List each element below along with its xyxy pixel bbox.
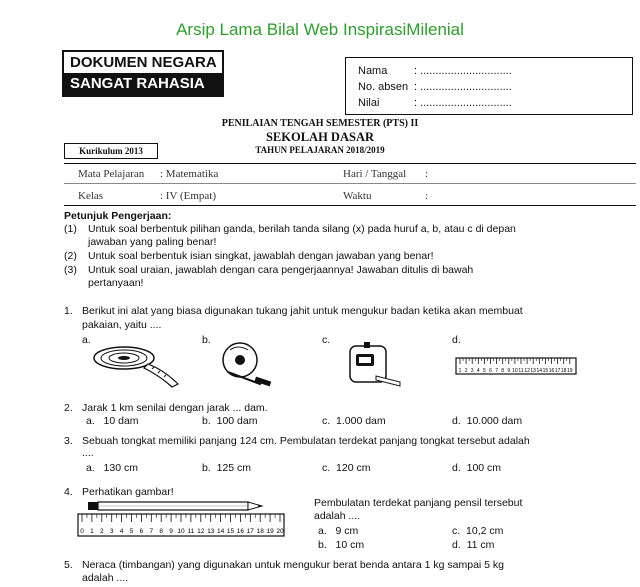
- ruler-label: 8: [159, 528, 164, 535]
- student-identity-box: [345, 57, 633, 115]
- pencil-icon: [88, 502, 262, 510]
- nilai-row: [358, 96, 512, 110]
- waktu-value: :: [425, 190, 429, 202]
- ruler-label: 11: [187, 528, 195, 535]
- q4-option-c[interactable]: c. 10,2 cm: [452, 525, 504, 537]
- hari-label: Hari / Tanggal: [343, 168, 407, 180]
- nilai-field[interactable]: : ..............................: [414, 97, 512, 109]
- q1-text-line1: Berikut ini alat yang biasa digunakan tukang jahit untuk mengukur badan ketika akan membuat: [82, 305, 523, 317]
- ruler-label: 2: [99, 528, 104, 535]
- q3-text-line2: ....: [82, 447, 94, 459]
- ruler-label: 10: [512, 368, 518, 374]
- ruler-label: 7: [495, 368, 498, 374]
- q4-description-line2: adalah ....: [314, 510, 361, 522]
- q3-number: 3.: [64, 435, 73, 447]
- nilai-label: Nilai: [358, 97, 380, 109]
- instruction-1-line2: jawaban yang paling benar!: [88, 236, 217, 248]
- ruler-label: 11: [518, 368, 524, 374]
- instruction-2-num: (2): [64, 250, 77, 262]
- q2-number: 2.: [64, 402, 73, 414]
- ruler-label: 15: [542, 368, 549, 374]
- q1-option-d[interactable]: d.: [452, 334, 461, 346]
- q3-option-b[interactable]: b. 125 cm: [202, 462, 252, 474]
- ruler-label: 13: [207, 528, 215, 535]
- ruler-label: 14: [536, 368, 543, 374]
- school-level: SEKOLAH DASAR: [265, 130, 374, 144]
- info-bottom-divider: [64, 205, 636, 206]
- info-top-divider: [64, 163, 636, 164]
- doc-box-line1: DOKUMEN NEGARA: [64, 52, 222, 73]
- instruction-3-line2: pertanyaan!: [88, 277, 144, 289]
- q4-option-a[interactable]: a. 9 cm: [318, 525, 359, 537]
- ruler-label: 8: [501, 368, 505, 374]
- q4-description-line1: Pembulatan terdekat panjang pensil tersebut: [314, 497, 523, 509]
- absen-row: [358, 80, 512, 94]
- waktu-label: Waktu: [343, 190, 372, 202]
- instruction-3-num: (3): [64, 264, 77, 276]
- ruler-label: 17: [246, 528, 254, 535]
- ruler-label: 7: [149, 528, 154, 535]
- q3-option-a[interactable]: a. 130 cm: [86, 462, 138, 474]
- q2-text: Jarak 1 km senilai dengan jarak ... dam.: [82, 402, 268, 414]
- ruler-label: 5: [483, 368, 486, 374]
- absen-label: No. absen: [358, 81, 409, 93]
- ruler-label: 18: [560, 368, 567, 374]
- instruction-3-line1: Untuk soal uraian, jawablah dengan cara pengerjaannya! Jawaban ditulis di bawah: [88, 264, 474, 276]
- mapel-label: Mata Pelajaran: [78, 168, 145, 180]
- q5-text-line2: adalah ....: [82, 572, 129, 584]
- ruler-label: 6: [139, 528, 144, 535]
- q1-option-a[interactable]: a.: [82, 334, 91, 346]
- exam-title: PENILAIAN TENGAH SEMESTER (PTS) II: [221, 118, 419, 129]
- q4-number: 4.: [64, 486, 73, 498]
- ruler-label: 12: [524, 368, 530, 374]
- ruler-label: 20: [276, 528, 284, 535]
- ruler-label: 13: [530, 368, 536, 374]
- ruler-label: 12: [197, 528, 205, 535]
- ruler-label: 19: [266, 528, 274, 535]
- ruler-label: 3: [109, 528, 114, 535]
- ruler-label: 9: [507, 368, 511, 374]
- ruler-label: 5: [129, 528, 134, 535]
- q5-number: 5.: [64, 559, 73, 571]
- q1-option-c[interactable]: c.: [322, 334, 331, 346]
- kelas-value: : IV (Empat): [160, 190, 217, 202]
- instruction-2-line1: Untuk soal berbentuk isian singkat, jawablah dengan jawaban yang benar!: [88, 250, 434, 262]
- q3-option-d[interactable]: d. 100 cm: [452, 462, 502, 474]
- q2-option-c[interactable]: c. 1.000 dam: [322, 415, 386, 427]
- q1-number: 1.: [64, 305, 73, 317]
- ruler-label: 9: [169, 528, 173, 535]
- doc-box-line2: SANGAT RAHASIA: [64, 73, 222, 95]
- name-row: [358, 64, 512, 78]
- instruction-1-line1: Untuk soal berbentuk pilihan ganda, berilah tanda silang (x) pada huruf a, b, atau c di depan: [88, 223, 516, 235]
- ruler-label: 6: [489, 368, 492, 374]
- ruler-label: 0: [80, 528, 84, 535]
- q4-text: Perhatikan gambar!: [82, 486, 174, 498]
- name-field[interactable]: : ..............................: [414, 65, 512, 77]
- straight-ruler-image: [456, 358, 578, 376]
- ruler-label: 14: [216, 528, 225, 535]
- q2-option-a[interactable]: a. 10 dam: [86, 415, 139, 427]
- kelas-label: Kelas: [78, 190, 104, 202]
- q3-text-line1: Sebuah tongkat memiliki panjang 124 cm. Pembulatan terdekat panjang tongkat tersebut adalah: [82, 435, 530, 447]
- retractable-tape-image: [340, 340, 410, 395]
- ruler-label: 19: [567, 368, 573, 374]
- ruler-label: 4: [476, 368, 480, 374]
- instructions-title: Petunjuk Pengerjaan:: [64, 210, 172, 222]
- pencil-on-ruler-image: [78, 500, 288, 540]
- ruler-label: 16: [548, 368, 555, 374]
- q4-option-b[interactable]: b. 10 cm: [318, 539, 365, 551]
- q3-option-c[interactable]: c. 120 cm: [322, 462, 371, 474]
- instruction-1-num: (1): [64, 223, 77, 235]
- q4-option-d[interactable]: d. 11 cm: [452, 539, 495, 551]
- ruler-label: 4: [119, 528, 124, 535]
- ruler-label: 1: [90, 528, 94, 535]
- ruler-label: 16: [236, 528, 245, 535]
- school-year: TAHUN PELAJARAN 2018/2019: [255, 145, 385, 155]
- hari-value: :: [425, 168, 429, 180]
- q2-option-d[interactable]: d. 10.000 dam: [452, 415, 523, 427]
- q1-text-line2: pakaian, yaitu ....: [82, 319, 162, 331]
- mapel-value: : Matematika: [160, 168, 219, 180]
- tape-measure-pull-image: [210, 338, 280, 393]
- document-classification-box: [62, 50, 224, 97]
- ruler-label: 18: [256, 528, 264, 535]
- ruler-label: 17: [554, 368, 561, 374]
- q1-option-b[interactable]: b.: [202, 334, 211, 346]
- q2-option-b[interactable]: b. 100 dam: [202, 415, 258, 427]
- ruler-label: 1: [458, 368, 462, 374]
- absen-field[interactable]: : ..............................: [414, 81, 512, 93]
- ruler-label: 15: [226, 528, 235, 535]
- watermark-title: Arsip Lama Bilal Web InspirasiMilenial: [176, 20, 464, 39]
- ruler-label: 10: [177, 528, 185, 535]
- info-mid-divider: [64, 183, 636, 184]
- ruler-label: 2: [464, 368, 468, 374]
- tape-measure-roll-image: [86, 340, 186, 390]
- kurikulum-badge: Kurikulum 2013: [64, 143, 158, 159]
- q5-text-line1: Neraca (timbangan) yang digunakan untuk mengukur berat benda antara 1 kg sampai 5 kg: [82, 559, 505, 571]
- name-label: Nama: [358, 65, 388, 77]
- ruler-label: 3: [470, 368, 474, 374]
